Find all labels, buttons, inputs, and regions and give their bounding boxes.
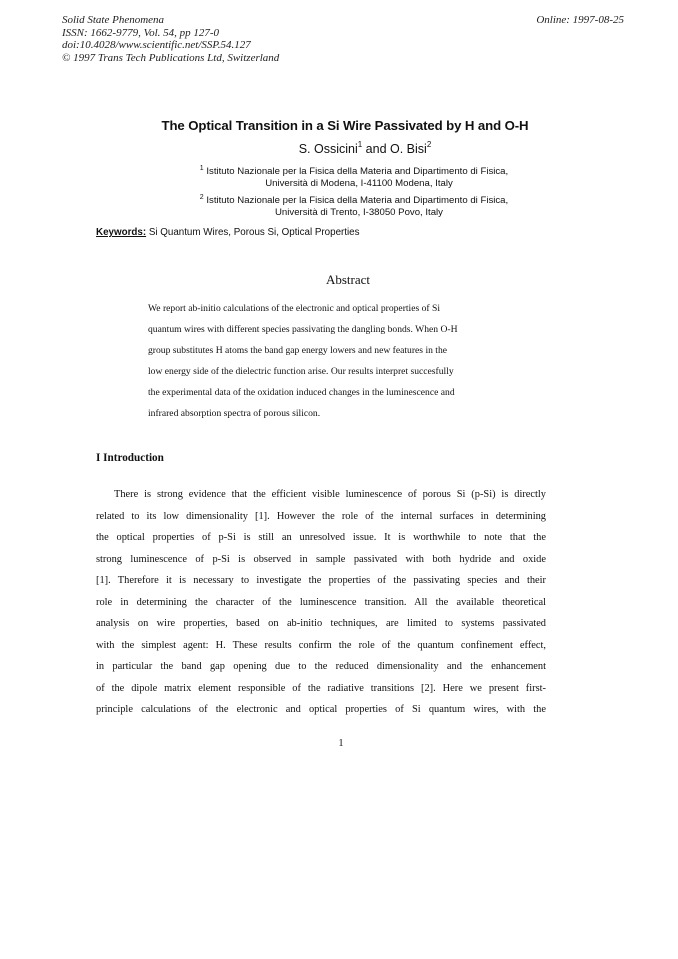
publication-meta	[62, 14, 279, 64]
keywords-line	[96, 227, 360, 238]
abstract-heading-text: Abstract	[325, 272, 371, 287]
body-line: of the dipole matrix element responsible of the radiative transitions [2]. Here we present first-	[96, 682, 546, 694]
abstract-line: low energy side of the dielectric function arise. Our results interpret succesfully	[148, 366, 454, 377]
abstract-line: infrared absorption spectra of porous silicon.	[148, 408, 321, 419]
paper-title	[0, 118, 678, 133]
affiliation-2-line-2: Università di Trento, I-38050 Povo, Italy	[275, 207, 443, 219]
page-number-text: 1	[338, 738, 344, 749]
body-line: role in determining the character of the luminescence transition. All the available theoretical	[96, 596, 546, 608]
abstract-heading	[0, 272, 678, 288]
body-line: principle calculations of the electronic and optical properties of Si quantum wires, with the	[96, 704, 546, 715]
abstract-line: quantum wires with different species passivating the dangling bonds. When O-H	[148, 324, 458, 335]
introduction-body	[96, 484, 546, 721]
author-2-mark: 2	[426, 140, 432, 149]
section-heading: I Introduction	[96, 452, 164, 464]
page-number	[0, 738, 678, 749]
author-connector: and	[362, 142, 391, 157]
affiliation-2-line-1-text: Istituto Nazionale per la Fisica della Materia and Dipartimento di Fisica,	[203, 195, 509, 207]
body-line: in particular the band gap opening due to the reduced dimensionality and the enhancement	[96, 661, 546, 672]
keywords-label: Keywords:	[96, 227, 147, 238]
body-line: strong luminescence of p-Si is observed in sample passivated with both hydride and oxide	[96, 553, 546, 565]
abstract-line: We report ab-initio calculations of the electronic and optical properties of Si	[148, 303, 440, 314]
abstract-line: the experimental data of the oxidation induced changes in the luminescence and	[148, 387, 455, 398]
body-line: related to its low dimensionality [1]. However the role of the internal surfaces in determining	[96, 510, 546, 522]
body-line: There is strong evidence that the efficient visible luminescence of porous Si (p-Si) is directly	[114, 489, 546, 500]
author-1: S. Ossicini	[298, 142, 358, 157]
body-line: the optical properties of p-Si is still an unresolved issue. It is worthwhile to note that the	[96, 532, 546, 543]
doi-line: doi:10.4028/www.scientific.net/SSP.54.127	[62, 39, 251, 51]
body-line: [1]. Therefore it is necessary to investigate the properties of the passivating species and their	[96, 575, 546, 586]
affiliation-2-line-1	[0, 192, 678, 207]
author-2: O. Bisi	[390, 142, 427, 157]
paper-title-text: The Optical Transition in a Si Wire Passivated by H and O-H	[161, 118, 529, 133]
copyright-line: © 1997 Trans Tech Publications Ltd, Switzerland	[62, 51, 280, 64]
affiliation-1-line-1	[0, 163, 678, 178]
authors-line	[0, 141, 678, 156]
affiliation-1	[0, 163, 678, 190]
body-line: analysis on wire properties, based on ab-initio techniques, are limited to systems passivated	[96, 618, 546, 629]
affiliation-1-line-2: Università di Modena, I-41100 Modena, Italy	[265, 178, 453, 190]
abstract-body	[148, 298, 500, 424]
body-line: with the simplest agent: H. These results confirm the role of the quantum confinement effect,	[96, 639, 546, 651]
abstract-line: group substitutes H atoms the band gap energy lowers and new features in the	[148, 345, 448, 356]
affiliation-2-mark: 2	[199, 194, 204, 201]
online-date: Online: 1997-08-25	[536, 14, 624, 26]
journal-name: Solid State Phenomena	[62, 14, 165, 26]
affiliation-2	[0, 192, 678, 219]
author-1-mark: 1	[357, 140, 363, 149]
issn-line: ISSN: 1662-9779, Vol. 54, pp 127-0	[62, 26, 220, 39]
keywords-text: Si Quantum Wires, Porous Si, Optical Properties	[146, 227, 360, 238]
affiliation-1-mark: 1	[199, 165, 204, 172]
authors-inner	[247, 142, 432, 156]
affiliation-1-line-1-text: Istituto Nazionale per la Fisica della Materia and Dipartimento di Fisica,	[203, 166, 509, 178]
